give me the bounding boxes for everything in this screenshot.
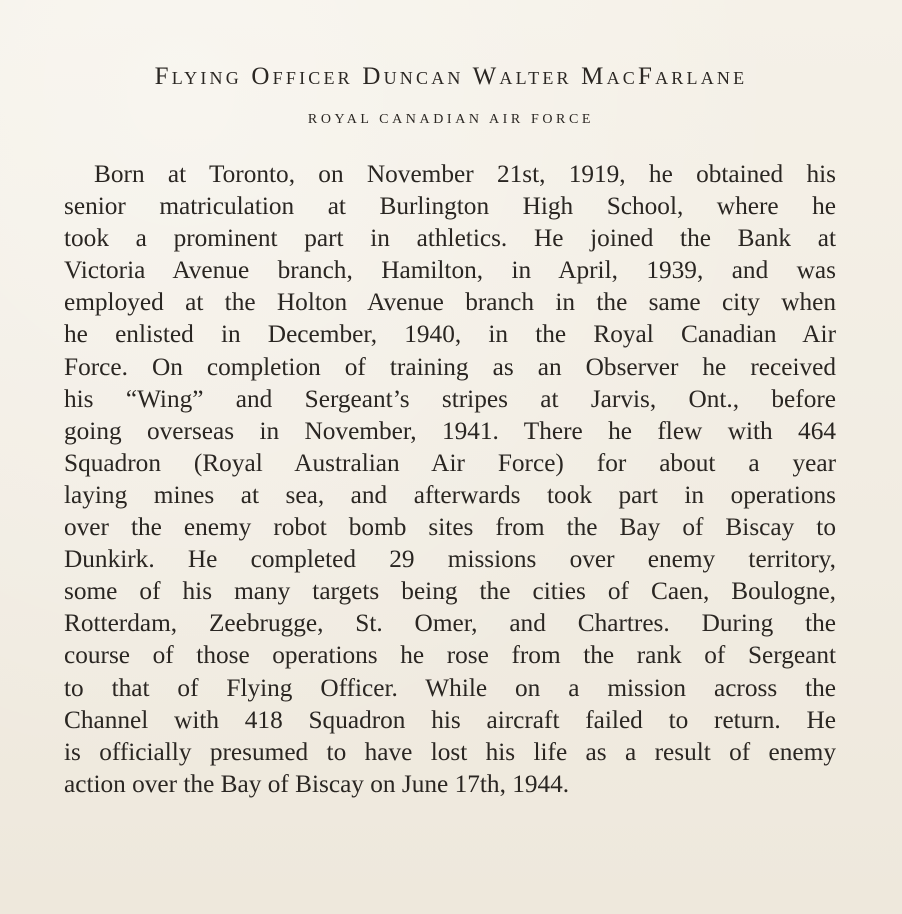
paragraph-line: Born at Toronto, on November 21st, 1919, he obtained his [94,160,836,188]
paragraph-line: action over the Bay of Biscay on June 17th, 1944. [64,769,570,798]
paragraph-line: he enlisted in December, 1940, in the Royal Canadian Air [64,320,836,349]
paragraph-line: going overseas in November, 1941. There he flew with 464 [64,416,836,445]
paragraph-line: Victoria Avenue branch, Hamilton, in April, 1939, and was [64,256,836,285]
paragraph-line: over the enemy robot bomb sites from the Bay of Biscay to [64,513,836,542]
biography-paragraph [64,158,836,800]
paragraph-line: is officially presumed to have lost his life as a result of enemy [64,737,836,766]
paragraph-line: course of those operations he rose from the rank of Sergeant [64,641,836,670]
paragraph-line: some of his many targets being the cities of Caen, Boulogne, [64,577,836,606]
paragraph-line: Squadron (Royal Australian Air Force) for about a year [64,448,836,477]
paragraph-line: Channel with 418 Squadron his aircraft failed to return. He [64,705,836,734]
page-title: Flying Officer Duncan Walter MacFarlane [154,63,748,90]
paragraph-line: senior matriculation at Burlington High School, where he [64,192,836,221]
paragraph-line: Force. On completion of training as an Observer he received [64,352,836,381]
paragraph-line: took a prominent part in athletics. He joined the Bank at [64,224,836,253]
paragraph-line: laying mines at sea, and afterwards took part in operations [64,480,836,509]
paragraph-line: employed at the Holton Avenue branch in the same city when [64,288,836,317]
paragraph-line: Rotterdam, Zeebrugge, St. Omer, and Chartres. During the [64,609,836,638]
paragraph-line: Dunkirk. He completed 29 missions over enemy territory, [64,545,836,574]
paragraph-line: to that of Flying Officer. While on a mission across the [64,673,836,702]
paragraph-line: his “Wing” and Sergeant’s stripes at Jarvis, Ont., before [64,384,836,413]
page-subtitle: ROYAL CANADIAN AIR FORCE [307,112,595,127]
